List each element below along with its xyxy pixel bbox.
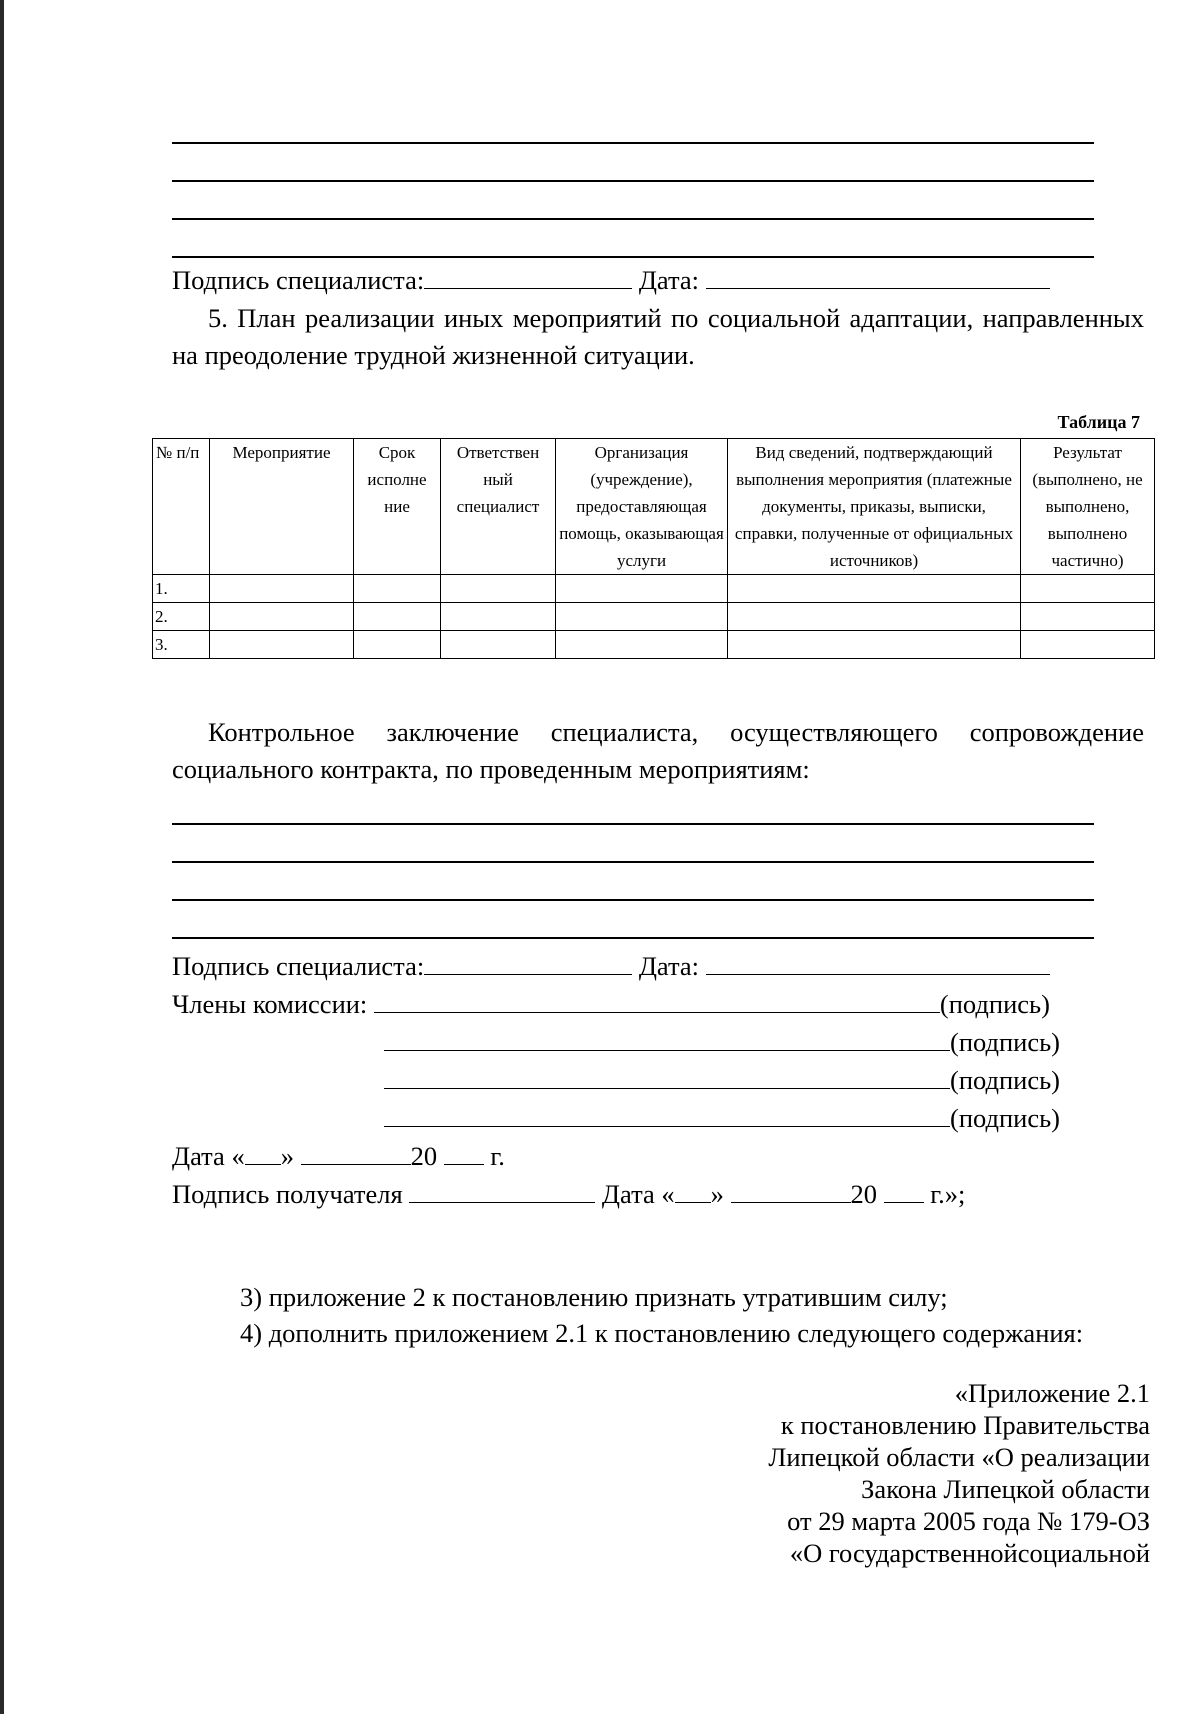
table-cell[interactable] [728, 631, 1021, 659]
date-blank[interactable] [706, 948, 1050, 975]
row-number: 1. [153, 575, 210, 603]
commission-signature-blank[interactable] [374, 986, 940, 1013]
blank-line [172, 180, 1094, 182]
recipient-signature-blank[interactable] [409, 1176, 595, 1203]
commission-row-4 [384, 1100, 1060, 1135]
date-row [172, 1138, 505, 1173]
appendix-line: от 29 марта 2005 года № 179-ОЗ [787, 1506, 1150, 1536]
year-blank[interactable] [884, 1176, 924, 1203]
year-blank[interactable] [444, 1138, 484, 1165]
year-suffix: г.»; [930, 1179, 966, 1209]
year-suffix: г. [490, 1141, 505, 1171]
appendix-line: к постановлению Правительства [780, 1410, 1150, 1440]
commission-signature-blank[interactable] [384, 1100, 950, 1127]
table-cell[interactable] [441, 603, 556, 631]
table-cell[interactable] [210, 575, 354, 603]
commission-row-1 [172, 986, 1050, 1021]
scan-edge [0, 0, 4, 1714]
header-responsible: Ответствен ный специалист [441, 439, 556, 575]
conclusion-paragraph [172, 714, 1144, 788]
date-blank[interactable] [706, 262, 1050, 289]
commission-signature-blank[interactable] [384, 1062, 950, 1089]
blank-line [172, 256, 1094, 258]
commission-label: Члены комиссии: [172, 989, 368, 1019]
table-header-row [153, 439, 1155, 575]
item-4: 4) дополнить приложением 2.1 к постановлению следующего содержания: [240, 1318, 1084, 1348]
table-cell[interactable] [441, 631, 556, 659]
table-cell[interactable] [354, 575, 441, 603]
signature-label: Подпись специалиста: [172, 265, 425, 295]
signature-word: (подпись) [950, 1065, 1061, 1095]
table-cell[interactable] [556, 631, 728, 659]
commission-signature-blank[interactable] [384, 1024, 950, 1051]
signature-label: Подпись специалиста: [172, 951, 425, 981]
bottom-signature-row [172, 948, 1050, 983]
table-caption: Таблица 7 [1057, 412, 1140, 432]
table-cell[interactable] [354, 631, 441, 659]
blank-line [172, 142, 1094, 144]
table-cell[interactable] [728, 575, 1021, 603]
table-row [153, 603, 1155, 631]
item-3: 3) приложение 2 к постановлению признать утратившим силу; [240, 1282, 948, 1312]
table-row [153, 575, 1155, 603]
signature-blank[interactable] [424, 948, 632, 975]
blank-line [172, 823, 1094, 825]
appendix-header [768, 1377, 1150, 1569]
blank-line [172, 861, 1094, 863]
signature-blank[interactable] [424, 262, 632, 289]
table-cell[interactable] [1021, 575, 1155, 603]
blank-line [172, 899, 1094, 901]
day-blank[interactable] [245, 1138, 281, 1165]
header-evidence: Вид сведений, подтверждающий выполнения мероприятия (платежные документы, приказы, выписки, справки, полученные от официальных источников) [728, 439, 1021, 575]
date-close-quote: » [710, 1179, 724, 1209]
date-label: Дата: [638, 265, 700, 295]
conclusion-text: Контрольное заключение специалиста, осуществляющего сопровождение социального контракта, по проведенным мероприятиям: [172, 717, 1144, 784]
row-number: 3. [153, 631, 210, 659]
table-cell[interactable] [210, 603, 354, 631]
table-cell[interactable] [728, 603, 1021, 631]
signature-word: (подпись) [950, 1103, 1061, 1133]
top-signature-row [172, 262, 1050, 297]
signature-word: (подпись) [950, 1027, 1061, 1057]
header-result: Результат (выполнено, не выполнено, выполнено частично) [1021, 439, 1155, 575]
blank-line [172, 218, 1094, 220]
commission-row-2 [384, 1024, 1060, 1059]
appendix-line: Липецкой области «О реализации [768, 1442, 1150, 1472]
header-deadline: Срок исполне ние [354, 439, 441, 575]
recipient-row [172, 1176, 965, 1211]
day-blank[interactable] [675, 1176, 711, 1203]
appendix-line: «Приложение 2.1 [954, 1378, 1150, 1408]
recipient-date-label: Дата « [601, 1179, 675, 1209]
appendix-line: Закона Липецкой области [861, 1474, 1150, 1504]
table-cell[interactable] [556, 603, 728, 631]
plan-table [152, 438, 1155, 659]
month-blank[interactable] [731, 1176, 851, 1203]
table-cell[interactable] [1021, 631, 1155, 659]
date-close-quote: » [280, 1141, 294, 1171]
section-5-text: 5. План реализации иных мероприятий по социальной адаптации, направленных на преодоление трудной жизненной ситуации. [172, 303, 1144, 370]
month-blank[interactable] [301, 1138, 411, 1165]
header-activity: Мероприятие [210, 439, 354, 575]
date-label: Дата: [638, 951, 700, 981]
header-organization: Организация (учреждение), предоставляющая помощь, оказывающая услуги [556, 439, 728, 575]
year-prefix: 20 [410, 1141, 438, 1171]
table-row [153, 631, 1155, 659]
table-cell[interactable] [210, 631, 354, 659]
table-cell[interactable] [556, 575, 728, 603]
table-cell[interactable] [441, 575, 556, 603]
row-number: 2. [153, 603, 210, 631]
table-cell[interactable] [354, 603, 441, 631]
year-prefix: 20 [850, 1179, 877, 1209]
recipient-label: Подпись получателя [172, 1179, 403, 1209]
blank-line [172, 937, 1094, 939]
table-cell[interactable] [1021, 603, 1155, 631]
section-5-paragraph [172, 300, 1144, 374]
date-open-label: Дата « [172, 1141, 245, 1171]
appendix-line: «О государственнойсоциальной [789, 1538, 1150, 1568]
header-number: № п/п [153, 439, 210, 575]
commission-row-3 [384, 1062, 1060, 1097]
signature-word: (подпись) [939, 989, 1050, 1019]
